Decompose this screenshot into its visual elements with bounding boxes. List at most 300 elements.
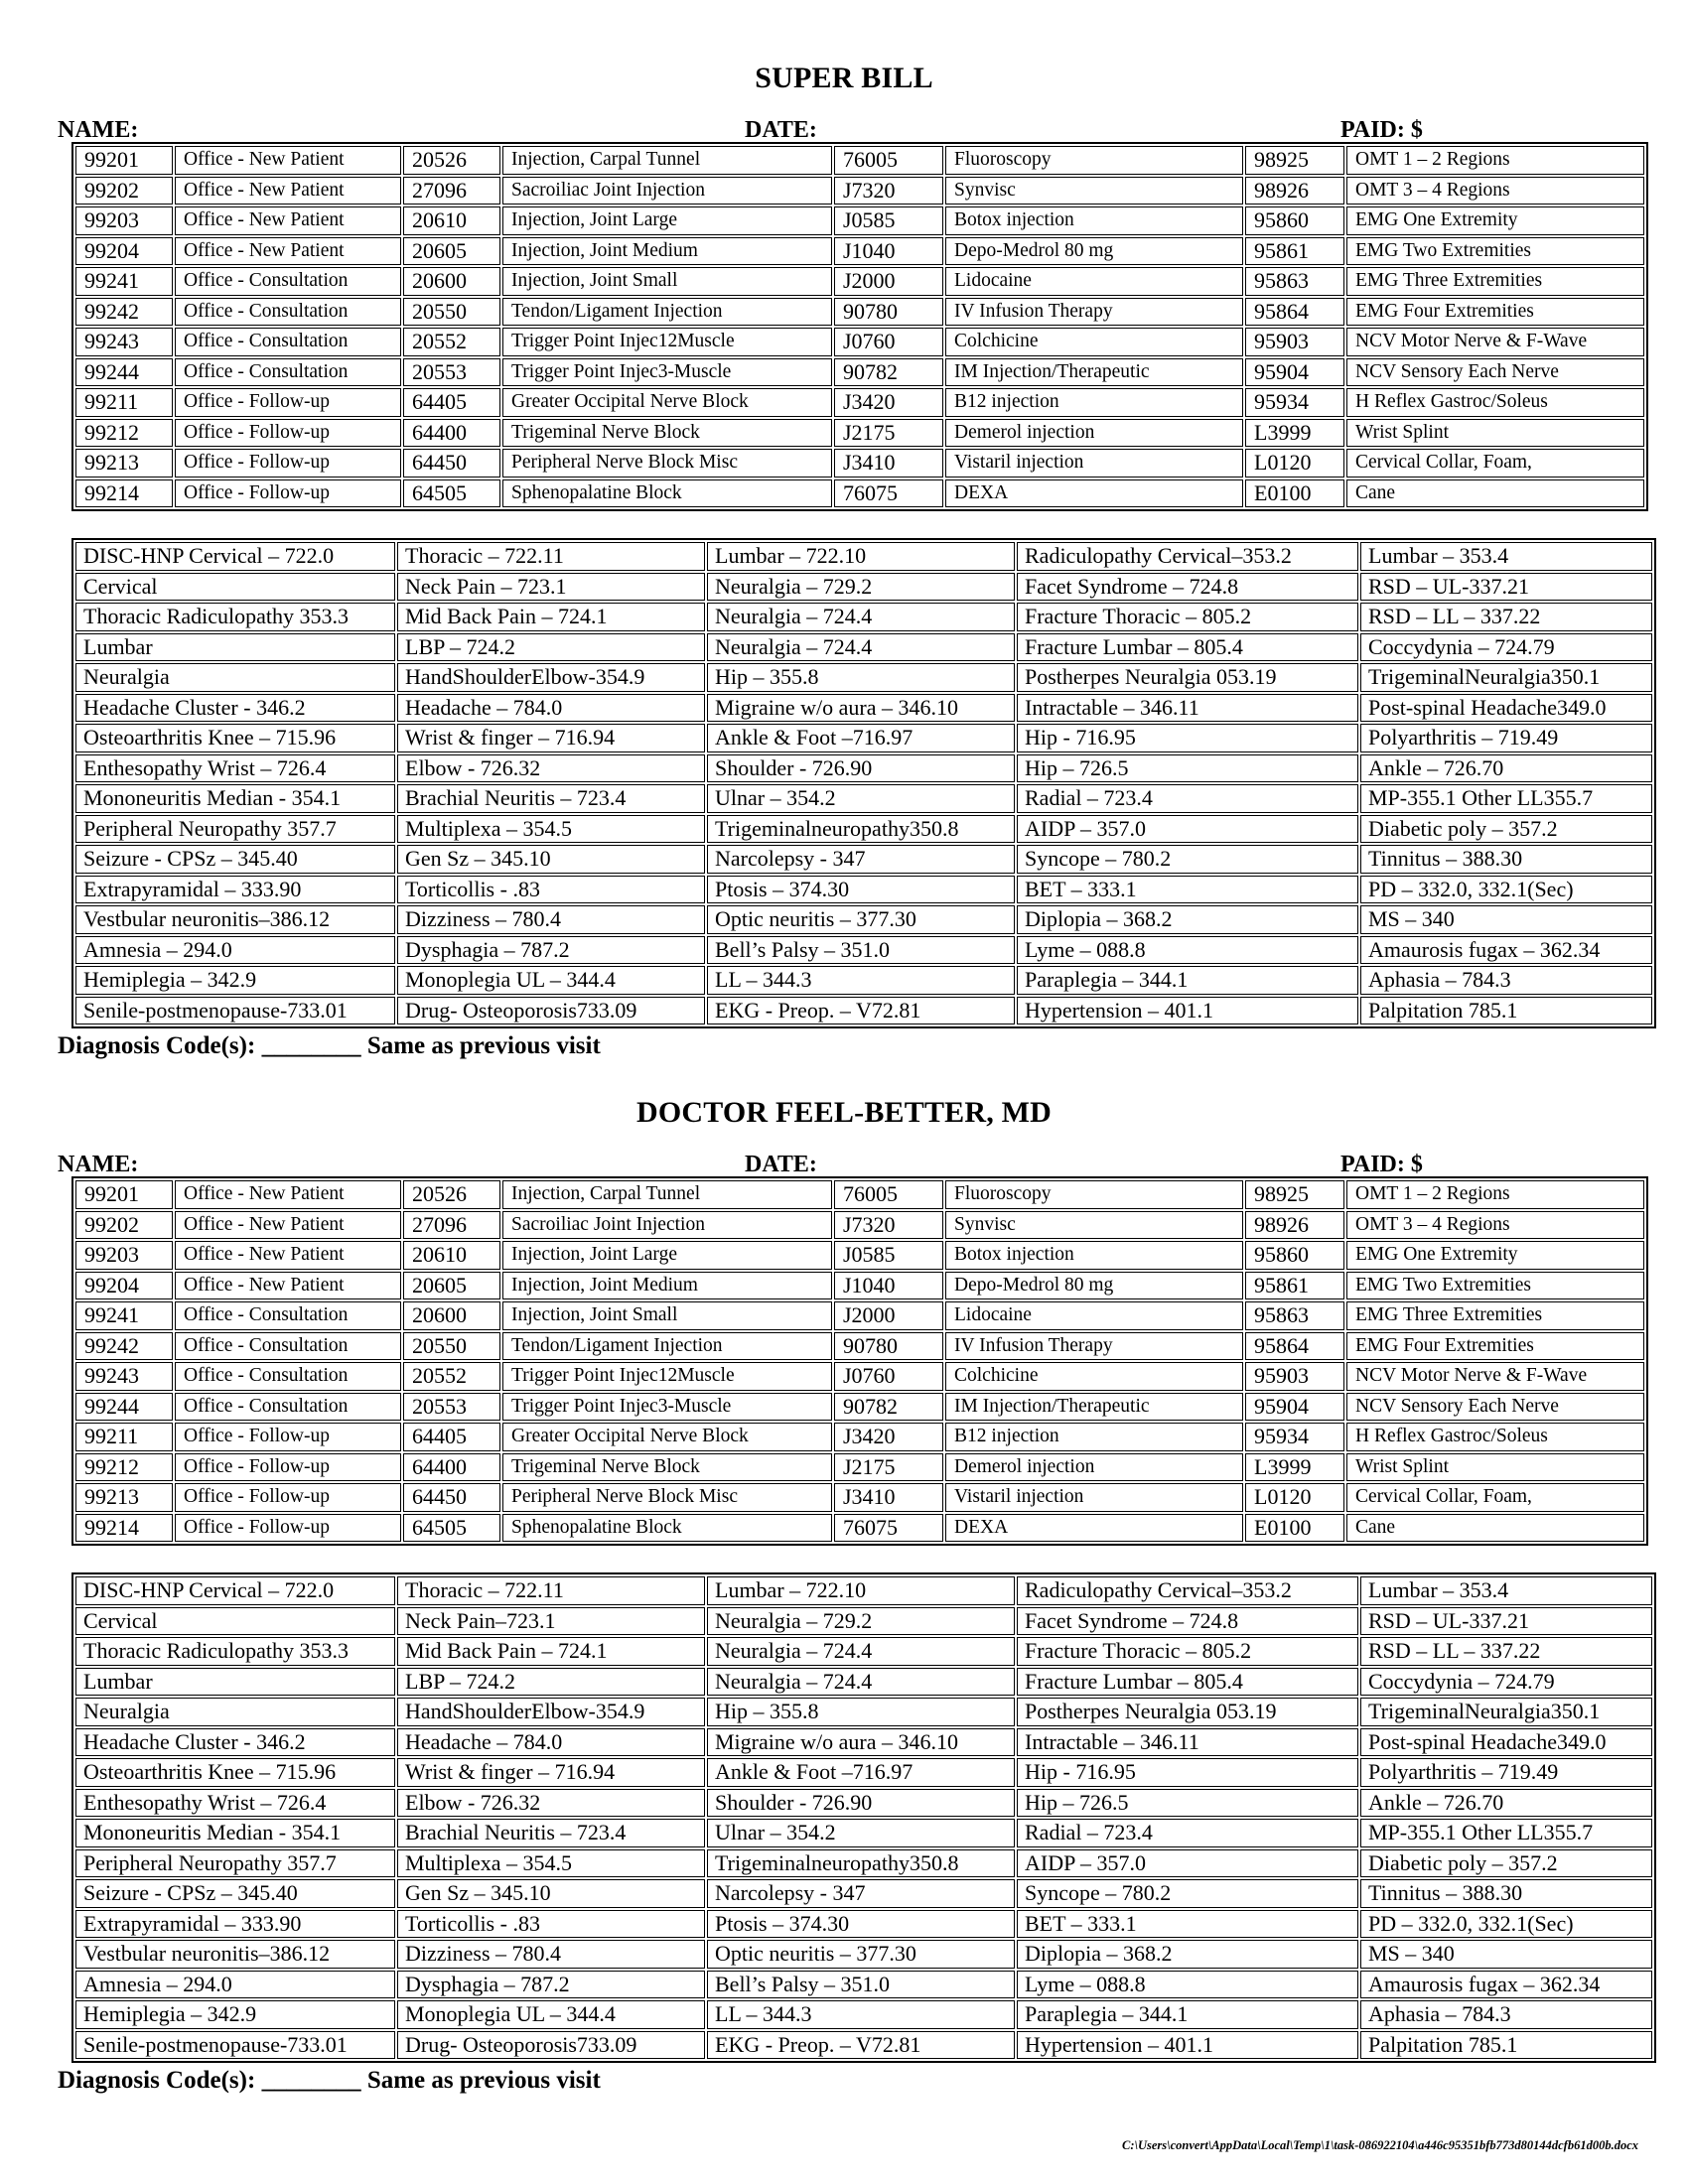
procedure-code: 99211 xyxy=(75,1423,173,1451)
diagnosis-cell: PD – 332.0, 332.1(Sec) xyxy=(1360,876,1652,904)
diagnosis-cell: Gen Sz – 345.10 xyxy=(397,1879,705,1908)
procedure-code: 99214 xyxy=(75,479,173,508)
procedure-description: Colchicine xyxy=(945,328,1243,356)
procedure-code: J3420 xyxy=(834,388,943,417)
diagnosis-cell: Gen Sz – 345.10 xyxy=(397,845,705,874)
procedure-code: 20600 xyxy=(403,267,500,296)
procedure-description: IV Infusion Therapy xyxy=(945,298,1243,327)
table-row xyxy=(75,1332,1644,1361)
procedure-description: IM Injection/Therapeutic xyxy=(945,1393,1243,1422)
table-row xyxy=(75,997,1652,1025)
procedure-description: Office - Follow-up xyxy=(175,1514,401,1543)
procedure-description: Trigger Point Injec12Muscle xyxy=(502,1362,832,1391)
date-label: DATE: xyxy=(745,117,817,143)
procedure-code: 98925 xyxy=(1245,146,1344,175)
procedure-code: J2175 xyxy=(834,419,943,448)
diagnosis-cell: Neuralgia xyxy=(75,1698,395,1726)
procedure-code: 27096 xyxy=(403,177,500,205)
diagnosis-cell: Palpitation 785.1 xyxy=(1360,997,1652,1025)
procedure-code: J2000 xyxy=(834,267,943,296)
diagnosis-cell: Headache – 784.0 xyxy=(397,1728,705,1757)
diagnosis-cell: Mid Back Pain – 724.1 xyxy=(397,1637,705,1666)
procedure-code: 99243 xyxy=(75,1362,173,1391)
table-row xyxy=(75,845,1652,874)
diagnosis-cell: Neuralgia – 724.4 xyxy=(707,1637,1015,1666)
page-title: SUPER BILL xyxy=(755,62,933,94)
procedure-code: 20605 xyxy=(403,237,500,266)
procedure-description: Office - Follow-up xyxy=(175,449,401,478)
procedure-code: 20526 xyxy=(403,146,500,175)
procedure-code: 95904 xyxy=(1245,358,1344,387)
diagnosis-cell: Neuralgia – 724.4 xyxy=(707,603,1015,631)
diagnosis-cell: Drug- Osteoporosis733.09 xyxy=(397,2031,705,2060)
procedure-code: 64505 xyxy=(403,1514,500,1543)
procedure-description: EMG Four Extremities xyxy=(1346,1332,1644,1361)
table-row xyxy=(75,1180,1644,1209)
diagnosis-cell: Trigeminalneuropathy350.8 xyxy=(707,1849,1015,1878)
procedure-code: 76075 xyxy=(834,1514,943,1543)
procedure-code: 99201 xyxy=(75,146,173,175)
diagnosis-cell: Hemiplegia – 342.9 xyxy=(75,966,395,995)
procedure-code: 98926 xyxy=(1245,1211,1344,1240)
procedure-code: 95860 xyxy=(1245,206,1344,235)
table-row xyxy=(75,1758,1652,1787)
diagnosis-cell: Aphasia – 784.3 xyxy=(1360,2000,1652,2029)
procedure-description: Injection, Carpal Tunnel xyxy=(502,146,832,175)
procedure-code: J3410 xyxy=(834,449,943,478)
procedure-description: Office - Consultation xyxy=(175,1362,401,1391)
diagnosis-cell: TrigeminalNeuralgia350.1 xyxy=(1360,1698,1652,1726)
procedure-description: Cane xyxy=(1346,1514,1644,1543)
diagnosis-cell: Mononeuritis Median - 354.1 xyxy=(75,1819,395,1847)
procedure-description: Synvisc xyxy=(945,177,1243,205)
diagnosis-cell: TrigeminalNeuralgia350.1 xyxy=(1360,663,1652,692)
procedure-description: Lidocaine xyxy=(945,1301,1243,1330)
diagnosis-cell: Neck Pain–723.1 xyxy=(397,1607,705,1636)
procedure-code: 99213 xyxy=(75,1483,173,1512)
procedure-description: Office - New Patient xyxy=(175,146,401,175)
diagnosis-cell: Ulnar – 354.2 xyxy=(707,1819,1015,1847)
procedure-description: Vistaril injection xyxy=(945,1483,1243,1512)
procedure-code: 20552 xyxy=(403,328,500,356)
procedure-code: 99203 xyxy=(75,206,173,235)
doctor-title: DOCTOR FEEL-BETTER, MD xyxy=(635,1096,1053,1129)
procedure-code: 98925 xyxy=(1245,1180,1344,1209)
diagnosis-cell: Hip – 726.5 xyxy=(1017,1789,1358,1818)
procedure-description: DEXA xyxy=(945,1514,1243,1543)
procedure-description: Greater Occipital Nerve Block xyxy=(502,1423,832,1451)
procedure-description: Demerol injection xyxy=(945,419,1243,448)
diagnosis-cell: BET – 333.1 xyxy=(1017,1910,1358,1939)
diagnosis-cell: Brachial Neuritis – 723.4 xyxy=(397,1819,705,1847)
table-row xyxy=(75,1789,1652,1818)
diagnosis-cell: Diplopia – 368.2 xyxy=(1017,905,1358,934)
table-row xyxy=(75,1819,1652,1847)
diagnosis-cell: Diabetic poly – 357.2 xyxy=(1360,815,1652,844)
diagnosis-cell: Amaurosis fugax – 362.34 xyxy=(1360,1971,1652,1999)
procedure-code: 20552 xyxy=(403,1362,500,1391)
diagnosis-cell: Monoplegia UL – 344.4 xyxy=(397,2000,705,2029)
diagnosis-cell: Extrapyramidal – 333.90 xyxy=(75,1910,395,1939)
procedure-code: E0100 xyxy=(1245,1514,1344,1543)
procedure-description: Depo-Medrol 80 mg xyxy=(945,1272,1243,1300)
procedure-description: Office - Consultation xyxy=(175,267,401,296)
procedure-code: 90780 xyxy=(834,298,943,327)
procedure-description: Colchicine xyxy=(945,1362,1243,1391)
diagnosis-cell: Radiculopathy Cervical–353.2 xyxy=(1017,1576,1358,1605)
procedure-code: 20526 xyxy=(403,1180,500,1209)
diagnosis-cell: Torticollis - .83 xyxy=(397,1910,705,1939)
diagnosis-cell: MP-355.1 Other LL355.7 xyxy=(1360,784,1652,813)
procedure-description: Greater Occipital Nerve Block xyxy=(502,388,832,417)
diagnosis-cell: Lumbar xyxy=(75,1668,395,1697)
diagnosis-cell: Thoracic Radiculopathy 353.3 xyxy=(75,1637,395,1666)
diagnosis-cell: Post-spinal Headache349.0 xyxy=(1360,1728,1652,1757)
diagnosis-cell: RSD – UL-337.21 xyxy=(1360,1607,1652,1636)
diagnosis-cell: Osteoarthritis Knee – 715.96 xyxy=(75,724,395,752)
diagnosis-cell: Lumbar – 722.10 xyxy=(707,542,1015,571)
procedure-description: EMG Two Extremities xyxy=(1346,1272,1644,1300)
procedure-code: 20553 xyxy=(403,1393,500,1422)
table-row xyxy=(75,784,1652,813)
procedure-code: J7320 xyxy=(834,177,943,205)
procedure-description: EMG Two Extremities xyxy=(1346,237,1644,266)
procedure-code: 99242 xyxy=(75,298,173,327)
diagnosis-cell: EKG - Preop. – V72.81 xyxy=(707,997,1015,1025)
procedure-code: 99214 xyxy=(75,1514,173,1543)
procedure-code: L3999 xyxy=(1245,1453,1344,1482)
diagnosis-cell: Syncope – 780.2 xyxy=(1017,845,1358,874)
table-row xyxy=(75,1728,1652,1757)
table-row xyxy=(75,1514,1644,1543)
diagnosis-code-line: Diagnosis Code(s): ________ Same as previous visit xyxy=(58,1032,601,1059)
diagnosis-cell: Elbow - 726.32 xyxy=(397,754,705,783)
table-row xyxy=(75,1576,1652,1605)
diagnosis-cell: Polyarthritis – 719.49 xyxy=(1360,1758,1652,1787)
table-row xyxy=(75,1241,1644,1270)
procedure-code: 76005 xyxy=(834,146,943,175)
diagnosis-cell: LBP – 724.2 xyxy=(397,1668,705,1697)
diagnosis-cell: Neuralgia – 724.4 xyxy=(707,1668,1015,1697)
procedure-code: 99213 xyxy=(75,449,173,478)
procedure-description: NCV Sensory Each Nerve xyxy=(1346,358,1644,387)
table-row xyxy=(75,358,1644,387)
diagnosis-cell: Mononeuritis Median - 354.1 xyxy=(75,784,395,813)
diagnosis-cell: MP-355.1 Other LL355.7 xyxy=(1360,1819,1652,1847)
diagnosis-cell: Ptosis – 374.30 xyxy=(707,1910,1015,1939)
procedure-code: 27096 xyxy=(403,1211,500,1240)
diagnosis-cell: Coccydynia – 724.79 xyxy=(1360,633,1652,662)
procedure-code: 95861 xyxy=(1245,237,1344,266)
diagnosis-cell: Aphasia – 784.3 xyxy=(1360,966,1652,995)
procedure-code: 20610 xyxy=(403,1241,500,1270)
procedure-code: 99204 xyxy=(75,237,173,266)
table-row xyxy=(75,2000,1652,2029)
diagnosis-cell: AIDP – 357.0 xyxy=(1017,815,1358,844)
diagnosis-cell: Radial – 723.4 xyxy=(1017,784,1358,813)
procedure-code: 90782 xyxy=(834,1393,943,1422)
procedure-description: Peripheral Nerve Block Misc xyxy=(502,1483,832,1512)
diagnosis-cell: Paraplegia – 344.1 xyxy=(1017,966,1358,995)
diagnosis-cell: Senile-postmenopause-733.01 xyxy=(75,997,395,1025)
diagnosis-cell: Diplopia – 368.2 xyxy=(1017,1940,1358,1969)
diagnosis-cell: Ulnar – 354.2 xyxy=(707,784,1015,813)
diagnosis-cell: Lumbar – 353.4 xyxy=(1360,1576,1652,1605)
procedure-description: B12 injection xyxy=(945,1423,1243,1451)
procedure-code: 64405 xyxy=(403,1423,500,1451)
procedure-code: 99243 xyxy=(75,328,173,356)
procedure-code: 20610 xyxy=(403,206,500,235)
diagnosis-cell: Optic neuritis – 377.30 xyxy=(707,1940,1015,1969)
table-row xyxy=(75,146,1644,175)
procedure-description: DEXA xyxy=(945,479,1243,508)
diagnosis-cell: Lumbar – 722.10 xyxy=(707,1576,1015,1605)
table-row xyxy=(75,1698,1652,1726)
name-label: NAME: xyxy=(58,1152,139,1177)
procedure-description: EMG Four Extremities xyxy=(1346,298,1644,327)
procedure-code: 99202 xyxy=(75,177,173,205)
procedure-code: J0585 xyxy=(834,206,943,235)
diagnosis-cell: Hypertension – 401.1 xyxy=(1017,997,1358,1025)
diagnosis-cell: Neuralgia – 729.2 xyxy=(707,1607,1015,1636)
diagnosis-cell: Thoracic – 722.11 xyxy=(397,542,705,571)
procedure-description: Cervical Collar, Foam, xyxy=(1346,449,1644,478)
diagnosis-cell: Narcolepsy - 347 xyxy=(707,845,1015,874)
procedure-description: Office - Follow-up xyxy=(175,1423,401,1451)
procedure-description: Fluoroscopy xyxy=(945,146,1243,175)
procedure-description: B12 injection xyxy=(945,388,1243,417)
diagnosis-cell: Ptosis – 374.30 xyxy=(707,876,1015,904)
procedure-description: Office - New Patient xyxy=(175,1241,401,1270)
procedure-code: 99241 xyxy=(75,267,173,296)
diagnosis-cell: Mid Back Pain – 724.1 xyxy=(397,603,705,631)
procedure-description: Office - Follow-up xyxy=(175,1483,401,1512)
diagnosis-cell: Wrist & finger – 716.94 xyxy=(397,724,705,752)
diagnosis-cell: Headache Cluster - 346.2 xyxy=(75,694,395,723)
diagnosis-cell: Torticollis - .83 xyxy=(397,876,705,904)
table-row xyxy=(75,694,1652,723)
diagnosis-cell: Tinnitus – 388.30 xyxy=(1360,845,1652,874)
diagnosis-cell: Lyme – 088.8 xyxy=(1017,936,1358,965)
procedure-code: 95861 xyxy=(1245,1272,1344,1300)
procedure-description: IM Injection/Therapeutic xyxy=(945,358,1243,387)
procedure-description: Office - Consultation xyxy=(175,298,401,327)
diagnosis-cell: Radiculopathy Cervical–353.2 xyxy=(1017,542,1358,571)
procedure-code: 64450 xyxy=(403,1483,500,1512)
procedure-description: NCV Motor Nerve & F-Wave xyxy=(1346,1362,1644,1391)
procedure-code: 20550 xyxy=(403,1332,500,1361)
procedure-code: 95864 xyxy=(1245,1332,1344,1361)
diagnosis-cell: Peripheral Neuropathy 357.7 xyxy=(75,815,395,844)
diagnosis-cell: Vestbular neuronitis–386.12 xyxy=(75,905,395,934)
diagnosis-cell: Syncope – 780.2 xyxy=(1017,1879,1358,1908)
procedure-code: L0120 xyxy=(1245,1483,1344,1512)
table-row xyxy=(75,754,1652,783)
procedure-description: Injection, Joint Medium xyxy=(502,237,832,266)
diagnosis-code-table xyxy=(71,1572,1656,2063)
diagnosis-cell: DISC-HNP Cervical – 722.0 xyxy=(75,542,395,571)
procedure-description: EMG One Extremity xyxy=(1346,1241,1644,1270)
diagnosis-cell: Dysphagia – 787.2 xyxy=(397,1971,705,1999)
table-row xyxy=(75,1301,1644,1330)
diagnosis-cell: Multiplexa – 354.5 xyxy=(397,815,705,844)
procedure-description: IV Infusion Therapy xyxy=(945,1332,1243,1361)
diagnosis-cell: Thoracic Radiculopathy 353.3 xyxy=(75,603,395,631)
table-row xyxy=(75,1453,1644,1482)
diagnosis-cell: AIDP – 357.0 xyxy=(1017,1849,1358,1878)
diagnosis-cell: HandShoulderElbow-354.9 xyxy=(397,1698,705,1726)
procedure-description: Office - New Patient xyxy=(175,206,401,235)
procedure-code: 95934 xyxy=(1245,1423,1344,1451)
procedure-description: Office - Follow-up xyxy=(175,1453,401,1482)
diagnosis-cell: Intractable – 346.11 xyxy=(1017,1728,1358,1757)
procedure-code: 99204 xyxy=(75,1272,173,1300)
table-row xyxy=(75,542,1652,571)
diagnosis-cell: Fracture Lumbar – 805.4 xyxy=(1017,633,1358,662)
diagnosis-cell: LL – 344.3 xyxy=(707,966,1015,995)
procedure-description: Trigger Point Injec3-Muscle xyxy=(502,358,832,387)
procedure-description: OMT 3 – 4 Regions xyxy=(1346,177,1644,205)
procedure-description: Office - Follow-up xyxy=(175,479,401,508)
diagnosis-cell: DISC-HNP Cervical – 722.0 xyxy=(75,1576,395,1605)
procedure-code: 95934 xyxy=(1245,388,1344,417)
diagnosis-cell: Optic neuritis – 377.30 xyxy=(707,905,1015,934)
diagnosis-cell: Thoracic – 722.11 xyxy=(397,1576,705,1605)
diagnosis-cell: Neuralgia – 729.2 xyxy=(707,573,1015,602)
diagnosis-cell: Intractable – 346.11 xyxy=(1017,694,1358,723)
diagnosis-cell: Extrapyramidal – 333.90 xyxy=(75,876,395,904)
table-row xyxy=(75,815,1652,844)
procedure-description: Cane xyxy=(1346,479,1644,508)
procedure-code-table xyxy=(71,142,1648,511)
procedure-code: J7320 xyxy=(834,1211,943,1240)
table-row xyxy=(75,966,1652,995)
procedure-description: Injection, Joint Large xyxy=(502,1241,832,1270)
name-label: NAME: xyxy=(58,117,139,143)
table-row xyxy=(75,603,1652,631)
diagnosis-cell: Migraine w/o aura – 346.10 xyxy=(707,1728,1015,1757)
procedure-description: Peripheral Nerve Block Misc xyxy=(502,449,832,478)
procedure-description: H Reflex Gastroc/Soleus xyxy=(1346,1423,1644,1451)
diagnosis-cell: Palpitation 785.1 xyxy=(1360,2031,1652,2060)
procedure-description: Office - Consultation xyxy=(175,1393,401,1422)
diagnosis-cell: Postherpes Neuralgia 053.19 xyxy=(1017,663,1358,692)
procedure-code: 99244 xyxy=(75,1393,173,1422)
table-row xyxy=(75,177,1644,205)
diagnosis-cell: Coccydynia – 724.79 xyxy=(1360,1668,1652,1697)
procedure-code: 90780 xyxy=(834,1332,943,1361)
diagnosis-cell: Amnesia – 294.0 xyxy=(75,1971,395,1999)
diagnosis-cell: Enthesopathy Wrist – 726.4 xyxy=(75,754,395,783)
procedure-description: Office - Follow-up xyxy=(175,419,401,448)
procedure-code: 20605 xyxy=(403,1272,500,1300)
diagnosis-cell: Neuralgia xyxy=(75,663,395,692)
procedure-code-table xyxy=(71,1176,1648,1546)
table-row xyxy=(75,419,1644,448)
procedure-code: J0760 xyxy=(834,328,943,356)
procedure-code: 99211 xyxy=(75,388,173,417)
procedure-description: Depo-Medrol 80 mg xyxy=(945,237,1243,266)
procedure-description: Trigger Point Injec3-Muscle xyxy=(502,1393,832,1422)
table-row xyxy=(75,573,1652,602)
diagnosis-cell: Hypertension – 401.1 xyxy=(1017,2031,1358,2060)
table-row xyxy=(75,1423,1644,1451)
diagnosis-cell: HandShoulderElbow-354.9 xyxy=(397,663,705,692)
procedure-description: Office - Consultation xyxy=(175,358,401,387)
procedure-code: 99212 xyxy=(75,419,173,448)
procedure-description: Injection, Joint Large xyxy=(502,206,832,235)
diagnosis-cell: Vestbular neuronitis–386.12 xyxy=(75,1940,395,1969)
procedure-code: 95904 xyxy=(1245,1393,1344,1422)
procedure-description: EMG One Extremity xyxy=(1346,206,1644,235)
diagnosis-cell: Postherpes Neuralgia 053.19 xyxy=(1017,1698,1358,1726)
diagnosis-cell: Wrist & finger – 716.94 xyxy=(397,1758,705,1787)
table-row xyxy=(75,1483,1644,1512)
procedure-description: Trigger Point Injec12Muscle xyxy=(502,328,832,356)
procedure-description: Wrist Splint xyxy=(1346,419,1644,448)
table-row xyxy=(75,1362,1644,1391)
procedure-description: OMT 1 – 2 Regions xyxy=(1346,1180,1644,1209)
diagnosis-cell: Ankle & Foot –716.97 xyxy=(707,1758,1015,1787)
procedure-code: J0585 xyxy=(834,1241,943,1270)
procedure-description: Sphenopalatine Block xyxy=(502,1514,832,1543)
diagnosis-cell: Headache Cluster - 346.2 xyxy=(75,1728,395,1757)
procedure-code: 95863 xyxy=(1245,267,1344,296)
table-row xyxy=(75,1849,1652,1878)
procedure-code: 95860 xyxy=(1245,1241,1344,1270)
procedure-description: Sacroiliac Joint Injection xyxy=(502,1211,832,1240)
procedure-code: 64505 xyxy=(403,479,500,508)
procedure-description: Cervical Collar, Foam, xyxy=(1346,1483,1644,1512)
paid-label: PAID: $ xyxy=(1340,117,1423,143)
procedure-description: Office - Consultation xyxy=(175,328,401,356)
diagnosis-cell: LL – 344.3 xyxy=(707,2000,1015,2029)
procedure-description: NCV Sensory Each Nerve xyxy=(1346,1393,1644,1422)
procedure-code: 95864 xyxy=(1245,298,1344,327)
procedure-description: Sphenopalatine Block xyxy=(502,479,832,508)
diagnosis-cell: Diabetic poly – 357.2 xyxy=(1360,1849,1652,1878)
procedure-description: Demerol injection xyxy=(945,1453,1243,1482)
diagnosis-cell: Seizure - CPSz – 345.40 xyxy=(75,1879,395,1908)
table-row xyxy=(75,479,1644,508)
procedure-description: Office - Consultation xyxy=(175,1301,401,1330)
procedure-code: 98926 xyxy=(1245,177,1344,205)
diagnosis-cell: Seizure - CPSz – 345.40 xyxy=(75,845,395,874)
diagnosis-cell: Hemiplegia – 342.9 xyxy=(75,2000,395,2029)
procedure-code: 99244 xyxy=(75,358,173,387)
procedure-code: J1040 xyxy=(834,237,943,266)
diagnosis-cell: Dizziness – 780.4 xyxy=(397,1940,705,1969)
diagnosis-cell: Cervical xyxy=(75,1607,395,1636)
procedure-code: 99202 xyxy=(75,1211,173,1240)
diagnosis-cell: Fracture Thoracic – 805.2 xyxy=(1017,603,1358,631)
diagnosis-cell: Shoulder - 726.90 xyxy=(707,1789,1015,1818)
procedure-code: 95903 xyxy=(1245,1362,1344,1391)
table-row xyxy=(75,388,1644,417)
table-row xyxy=(75,2031,1652,2060)
procedure-description: Office - New Patient xyxy=(175,1272,401,1300)
diagnosis-cell: Hip – 355.8 xyxy=(707,663,1015,692)
diagnosis-cell: RSD – LL – 337.22 xyxy=(1360,1637,1652,1666)
diagnosis-cell: MS – 340 xyxy=(1360,1940,1652,1969)
procedure-code: J1040 xyxy=(834,1272,943,1300)
procedure-code: 99201 xyxy=(75,1180,173,1209)
diagnosis-cell: Dizziness – 780.4 xyxy=(397,905,705,934)
diagnosis-cell: Drug- Osteoporosis733.09 xyxy=(397,997,705,1025)
diagnosis-cell: Ankle – 726.70 xyxy=(1360,1789,1652,1818)
table-row xyxy=(75,936,1652,965)
table-row xyxy=(75,663,1652,692)
